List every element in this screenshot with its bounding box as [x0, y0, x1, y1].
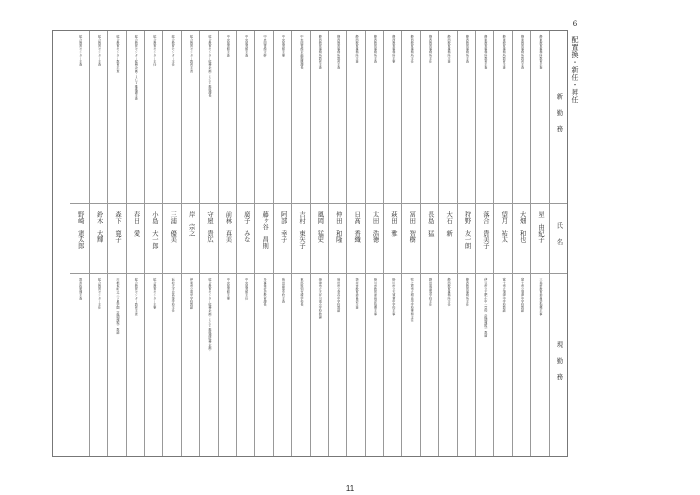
current-post-cell	[70, 273, 88, 456]
new-post-cell	[311, 31, 328, 203]
new-post-cell-text: 静西教育事務所主査	[446, 35, 451, 63]
current-post-cell	[108, 273, 125, 456]
new-post-cell-text: 静西教育事務所主査	[464, 35, 469, 63]
current-post-cell-text: 掛川市教育委員会指導主事	[372, 278, 377, 316]
table-row	[493, 31, 511, 456]
current-post-cell	[458, 273, 475, 456]
current-post-cell	[402, 273, 419, 456]
new-post-cell	[255, 31, 272, 203]
name-cell	[513, 203, 530, 273]
new-post-cell-text: 総合教育センター教育主査	[115, 35, 120, 73]
name-cell-text: 狩野 友一朗	[463, 211, 471, 249]
table-row	[70, 31, 88, 456]
name-cell-text: 吉村 東矢子	[297, 211, 305, 249]
name-cell	[531, 203, 548, 273]
table-row	[365, 31, 383, 456]
name-cell-text: 小島 大一郎	[150, 211, 158, 249]
name-cell	[347, 203, 364, 273]
current-post-cell-text: 中央図書館主任	[244, 278, 249, 300]
table-row	[383, 31, 401, 456]
current-post-cell-text: 現勤務	[555, 340, 563, 390]
name-cell-text: 前林 真美	[224, 211, 232, 243]
new-post-cell-text: 中央図書館主査	[244, 35, 249, 57]
table-row	[457, 31, 475, 456]
new-post-cell	[402, 31, 419, 203]
current-post-cell-text: 牧之原市立相良中学校事務主任	[409, 278, 414, 322]
name-cell	[145, 203, 162, 273]
name-cell-text: 風岡 猛史	[316, 211, 324, 243]
name-cell	[329, 203, 346, 273]
page-title: 6 配置換・新任・昇任	[571, 20, 579, 104]
table-row	[162, 31, 180, 456]
new-post-cell	[200, 31, 217, 203]
new-post-cell-text: 総合教育センター総務企画・ＩＣＴ推進課主査	[133, 35, 138, 101]
current-post-cell	[384, 273, 401, 456]
name-cell-text: 星 由紀子	[537, 211, 545, 243]
new-post-cell	[458, 31, 475, 203]
new-post-cell-text: 総合教育センター総務企画・ＩＣＴ推進課長	[207, 35, 212, 97]
current-post-cell	[163, 273, 180, 456]
name-cell-text: 三浦 優美	[169, 211, 177, 243]
name-cell	[384, 203, 401, 273]
current-post-cell-text: 総合教育センター教育主査	[133, 278, 138, 316]
name-cell	[255, 203, 272, 273]
name-cell-text: 冨田 智樹	[408, 211, 416, 243]
new-post-cell	[384, 31, 401, 203]
name-cell	[366, 203, 383, 273]
table-row	[236, 31, 254, 456]
current-post-cell-text: 総合教育センター総務企画・ＩＣＴ推進課総務企画・	[207, 278, 212, 353]
name-cell	[70, 203, 88, 273]
new-post-cell	[476, 31, 493, 203]
current-post-cell	[476, 273, 493, 456]
current-post-cell	[513, 273, 530, 456]
current-post-cell	[439, 273, 456, 456]
current-post-cell-text: 焼津市立大井川南小学校教諭	[317, 278, 322, 319]
name-cell	[200, 203, 217, 273]
current-post-cell-text: 総合教育センター主事	[152, 278, 157, 309]
new-post-cell	[163, 31, 180, 203]
table-row	[401, 31, 419, 456]
new-post-cell	[550, 31, 567, 203]
current-post-cell-text: 川根本町立三ツ星学園（後期課程）教諭	[115, 278, 120, 334]
new-post-cell	[145, 31, 162, 203]
table-row	[438, 31, 456, 456]
current-post-cell	[494, 273, 511, 456]
new-post-cell-text: 中央図書館主幹	[262, 35, 267, 57]
name-cell-text: 萩田 雅	[389, 211, 397, 237]
current-post-cell-text: 総合教育センター主任	[97, 278, 102, 309]
name-cell	[182, 203, 199, 273]
current-post-cell	[329, 273, 346, 456]
new-post-cell-text: 静西教育事務所主査	[354, 35, 359, 63]
new-post-cell	[219, 31, 236, 203]
table-row	[144, 31, 162, 456]
new-post-cell-text: 中央図書館企画振興課長	[299, 35, 304, 70]
current-post-cell	[145, 273, 162, 456]
table-row	[218, 31, 236, 456]
current-post-cell-text: 島田市立金谷中学校教諭	[336, 278, 341, 313]
name-cell-text: 春日 愛	[132, 211, 140, 237]
current-post-cell	[421, 273, 438, 456]
page-number: 11	[345, 484, 355, 493]
new-post-cell-text: 総合教育センター主任	[152, 35, 157, 66]
table-row	[346, 31, 364, 456]
name-cell	[292, 203, 309, 273]
name-cell	[163, 203, 180, 273]
new-post-cell-text: 中央図書館主事	[280, 35, 285, 57]
name-cell-text: 廣子 みな	[242, 211, 250, 243]
new-post-cell-text: 静西教育事務所主任	[409, 35, 414, 63]
current-post-cell-text: 島田高等学校主査	[280, 278, 285, 303]
name-cell-text: 野崎 憲太郎	[76, 211, 84, 249]
current-post-cell-text: 富士市立須津中学校教諭	[520, 278, 525, 313]
name-cell-text: 鈴木 大輝	[95, 211, 103, 243]
current-post-cell	[237, 273, 254, 456]
current-post-cell	[550, 273, 567, 456]
current-post-cell-text: 三島市教育委員会指導主事	[538, 278, 543, 316]
name-cell-text: 森下 寛子	[114, 211, 122, 243]
name-cell-text: 長島 猛	[426, 211, 434, 237]
new-post-cell-text: 中央図書館主査	[225, 35, 230, 57]
name-cell	[108, 203, 125, 273]
name-cell-text: 岸 宗之	[187, 211, 195, 237]
new-post-cell-text: 新勤務	[555, 92, 563, 142]
table-row	[273, 31, 291, 456]
new-post-cell-text: 静西教育事務所主査	[372, 35, 377, 63]
personnel-table	[52, 30, 568, 457]
table-row	[107, 31, 125, 456]
new-post-cell-text: 静西教育事務所教育主査	[336, 35, 341, 70]
current-post-cell	[127, 273, 144, 456]
new-post-cell	[366, 31, 383, 203]
new-post-cell-text: 静西教育事務所主事	[391, 35, 396, 63]
current-post-cell	[219, 273, 236, 456]
name-cell	[127, 203, 144, 273]
table-row	[310, 31, 328, 456]
name-cell	[439, 203, 456, 273]
table-row	[328, 31, 346, 456]
name-cell-text: 守屋 貴広	[206, 211, 214, 243]
current-post-cell-text: 富士市立須津中学校教諭	[501, 278, 506, 313]
current-post-cell-text: 中央図書館主事	[225, 278, 230, 300]
name-cell	[90, 203, 107, 273]
table-row	[181, 31, 199, 456]
current-post-cell	[311, 273, 328, 456]
current-post-cell-text: 静西教育事務所主任	[446, 278, 451, 306]
new-post-cell	[439, 31, 456, 203]
new-post-cell	[90, 31, 107, 203]
current-post-cell-text: 掛川市立大須賀中学校主事	[391, 278, 396, 316]
current-post-cell	[347, 273, 364, 456]
name-cell-text: 落合 貴美子	[481, 211, 489, 249]
header-column	[549, 31, 567, 456]
name-cell-text: 仲田 和隆	[334, 211, 342, 243]
current-post-cell-text: 磐田南高等学校主任	[428, 278, 433, 306]
new-post-cell-text: 総合教育センター主査	[78, 35, 83, 66]
table-row	[475, 31, 493, 456]
new-post-cell	[421, 31, 438, 203]
new-post-cell-text: 静西教育事務所教育主査	[317, 35, 322, 70]
name-cell	[311, 203, 328, 273]
current-post-cell	[200, 273, 217, 456]
new-post-cell	[70, 31, 88, 203]
name-cell-text: 望月 祐太	[500, 211, 508, 243]
new-post-cell-text: 静東教育事務所教育主査	[483, 35, 488, 70]
new-post-cell	[531, 31, 548, 203]
new-post-cell-text: 静東教育事務所教育主査	[501, 35, 506, 70]
name-cell-text: 太田 浩徳	[371, 211, 379, 243]
name-cell-text: 藤ヶ谷 昌則	[261, 211, 269, 249]
new-post-cell	[274, 31, 291, 203]
name-cell	[274, 203, 291, 273]
current-post-cell-text: 東部特別支援学校長	[299, 278, 304, 306]
current-post-cell	[531, 273, 548, 456]
current-post-cell	[182, 273, 199, 456]
new-post-cell-text: 総合教育センター主任	[170, 35, 175, 66]
current-post-cell-text: 袋井市教育委員会主査	[354, 278, 359, 309]
table-row	[199, 31, 217, 456]
name-cell	[550, 203, 567, 273]
name-cell	[237, 203, 254, 273]
new-post-cell	[494, 31, 511, 203]
name-cell	[494, 203, 511, 273]
name-cell	[219, 203, 236, 273]
current-post-cell-text: 伊豆市立土肥小中一貫校（後期課程）教諭	[483, 278, 488, 337]
new-post-cell	[127, 31, 144, 203]
new-post-cell-text: 静東教育事務所教育主査	[538, 35, 543, 70]
current-post-cell-text: 浜松大平台高等学校主任	[170, 278, 175, 313]
name-cell-text: 氏名	[555, 222, 563, 255]
table-row	[126, 31, 144, 456]
current-post-cell-text: 伊東市立南中学校教諭	[189, 278, 194, 309]
current-post-cell-text: 教育政策課主査	[78, 278, 83, 300]
new-post-cell	[108, 31, 125, 203]
name-cell-text: 阿部 幸子	[279, 211, 287, 243]
new-post-cell	[329, 31, 346, 203]
new-post-cell-text: 静東教育事務所教育主査	[520, 35, 525, 70]
new-post-cell-text: 総合教育センター教育主査	[189, 35, 194, 73]
new-post-cell	[237, 31, 254, 203]
current-post-cell	[255, 273, 272, 456]
new-post-cell	[182, 31, 199, 203]
table-row	[512, 31, 530, 456]
new-post-cell	[292, 31, 309, 203]
new-post-cell-text: 総合教育センター主査	[97, 35, 102, 66]
new-post-cell-text: 静西教育事務所主任	[428, 35, 433, 63]
new-post-cell	[513, 31, 530, 203]
table-row	[420, 31, 438, 456]
name-cell-text: 大畑 和也	[518, 211, 526, 243]
name-cell	[476, 203, 493, 273]
current-post-cell	[292, 273, 309, 456]
current-post-cell	[274, 273, 291, 456]
table-row	[89, 31, 107, 456]
name-cell	[421, 203, 438, 273]
new-post-cell	[347, 31, 364, 203]
current-post-cell-text: 多事業社会教育課長	[262, 278, 267, 306]
name-cell	[458, 203, 475, 273]
table-row	[530, 31, 548, 456]
table-row	[254, 31, 272, 456]
current-post-cell	[90, 273, 107, 456]
name-cell-text: 大石 新	[445, 211, 453, 237]
current-post-cell-text: 静西教育事務所主任	[464, 278, 469, 306]
current-post-cell	[366, 273, 383, 456]
table-row	[291, 31, 309, 456]
name-cell-text: 日髙 香織	[353, 211, 361, 243]
name-cell	[402, 203, 419, 273]
